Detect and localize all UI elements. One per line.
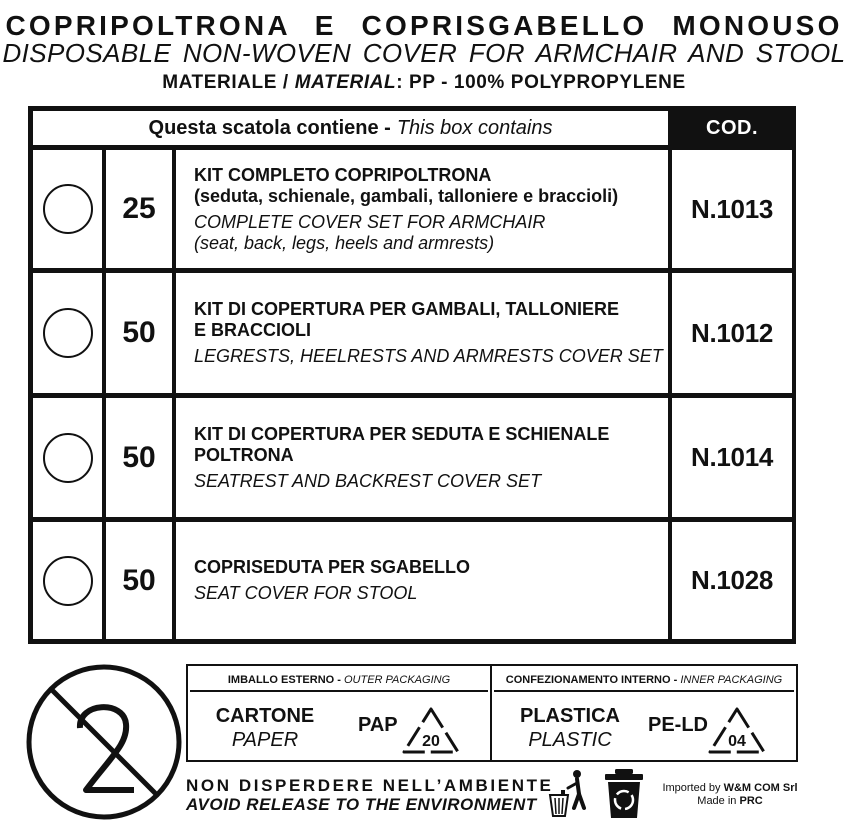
code-row-1: N.1013 <box>672 150 792 268</box>
desc-it-line: E BRACCIOLI <box>194 320 311 340</box>
material-line <box>0 72 848 94</box>
desc-en <box>194 346 668 367</box>
outer-material <box>202 704 328 752</box>
qty-row-2: 50 <box>106 273 172 393</box>
desc-en-line: LEGRESTS, HEELRESTS AND ARMRESTS COVER SET <box>194 346 663 366</box>
outer-material-en: PAPER <box>231 729 299 751</box>
desc-it-line: POLTRONA <box>194 444 294 465</box>
inner-packaging <box>492 666 796 760</box>
material-label-it: MATERIALE / <box>162 72 289 93</box>
header-divider <box>190 690 488 692</box>
desc-en-line: COMPLETE COVER SET FOR ARMCHAIR <box>194 211 546 232</box>
inner-recycle-code: 04 <box>728 733 746 750</box>
recycle-triangle-icon <box>706 706 768 756</box>
description-row-4 <box>176 522 668 639</box>
material-label-en: MATERIAL <box>294 72 397 93</box>
code-row-4: N.1028 <box>672 522 792 639</box>
title-english: DISPOSABLE NON-WOVEN COVER FOR ARMCHAIR AND STOOL <box>2 38 846 68</box>
header-divider <box>494 690 794 692</box>
inner-abbr: PE-LD <box>648 714 708 736</box>
inner-material-en: PLASTIC <box>528 729 612 751</box>
outer-header-en: OUTER PACKAGING <box>343 674 451 686</box>
origin-line <box>650 795 810 808</box>
litter-bin-icon <box>546 768 590 818</box>
outer-recycle-code: 20 <box>422 733 440 750</box>
code-row-2: N.1012 <box>672 273 792 393</box>
box-contents-header-it: Questa scatola contiene - <box>148 116 391 139</box>
desc-en-line: SEATREST AND BACKREST COVER SET <box>194 470 542 491</box>
outer-abbr: PAP <box>358 714 398 736</box>
inner-packaging-header <box>492 674 796 686</box>
description-row-2 <box>176 273 668 393</box>
warning-it: NON DISPERDERE NELL’AMBIENTE <box>186 776 554 795</box>
environment-warning <box>186 776 554 814</box>
desc-it <box>194 424 668 466</box>
description-row-1 <box>176 150 668 268</box>
desc-it-line: KIT COMPLETO COPRIPOLTRONA <box>194 164 492 185</box>
qty-row-3: 50 <box>106 398 172 517</box>
desc-it-line: (seduta, schienale, gambali, talloniere e braccioli) <box>194 185 619 206</box>
inner-material-it: PLASTICA <box>520 705 620 727</box>
recycle-bin-icon <box>603 768 645 820</box>
packaging-box <box>186 664 798 762</box>
contents-table <box>28 106 796 644</box>
importer-info <box>650 782 810 808</box>
code-header: COD. <box>706 116 758 139</box>
outer-header-it: IMBALLO ESTERNO - <box>227 674 341 686</box>
inner-material <box>506 704 634 752</box>
checkbox-row-3[interactable] <box>33 398 102 517</box>
outer-material-it: CARTONE <box>215 705 315 727</box>
outer-packaging-header <box>188 674 490 686</box>
outer-packaging <box>188 666 490 760</box>
circle-check-icon <box>43 433 93 483</box>
box-contents-header <box>33 111 668 145</box>
qty-row-1: 25 <box>106 150 172 268</box>
desc-en <box>194 583 668 604</box>
desc-it <box>194 557 668 578</box>
description-row-3 <box>176 398 668 517</box>
inner-header-en: INNER PACKAGING <box>680 674 783 686</box>
box-contents-header-en: This box contains <box>396 116 553 139</box>
title-italian: COPRIPOLTRONA E COPRISGABELLO MONOUSO <box>5 10 843 41</box>
made-in-country: PRC <box>739 795 763 807</box>
desc-en-line: SEAT COVER FOR STOOL <box>194 583 418 603</box>
importer-name: W&M COM Srl <box>723 782 798 794</box>
circle-check-icon <box>43 556 93 606</box>
desc-it-line: KIT DI COPERTURA PER SEDUTA E SCHIENALE <box>194 423 610 444</box>
checkbox-row-1[interactable] <box>33 150 102 268</box>
do-not-reuse-icon <box>24 662 184 822</box>
importer-line <box>650 782 810 795</box>
recycle-triangle-icon <box>400 706 462 756</box>
desc-it <box>194 299 668 341</box>
made-in-label: Made in <box>697 795 737 807</box>
desc-en-line: (seat, back, legs, heels and armrests) <box>194 232 495 253</box>
checkbox-row-2[interactable] <box>33 273 102 393</box>
desc-it-line: KIT DI COPERTURA PER GAMBALI, TALLONIERE <box>194 299 619 319</box>
desc-it <box>194 165 668 207</box>
checkbox-row-4[interactable] <box>33 522 102 639</box>
inner-header-it: CONFEZIONAMENTO INTERNO - <box>505 674 678 686</box>
desc-it-line: COPRISEDUTA PER SGABELLO <box>194 557 471 577</box>
material-value: : PP - 100% POLYPROPYLENE <box>396 72 686 93</box>
qty-row-4: 50 <box>106 522 172 639</box>
code-row-3: N.1014 <box>672 398 792 517</box>
circle-check-icon <box>43 184 93 234</box>
circle-check-icon <box>43 308 93 358</box>
warning-en: AVOID RELEASE TO THE ENVIRONMENT <box>186 795 537 814</box>
desc-en <box>194 471 668 492</box>
desc-en <box>194 212 668 254</box>
imported-label: Imported by <box>662 782 721 794</box>
